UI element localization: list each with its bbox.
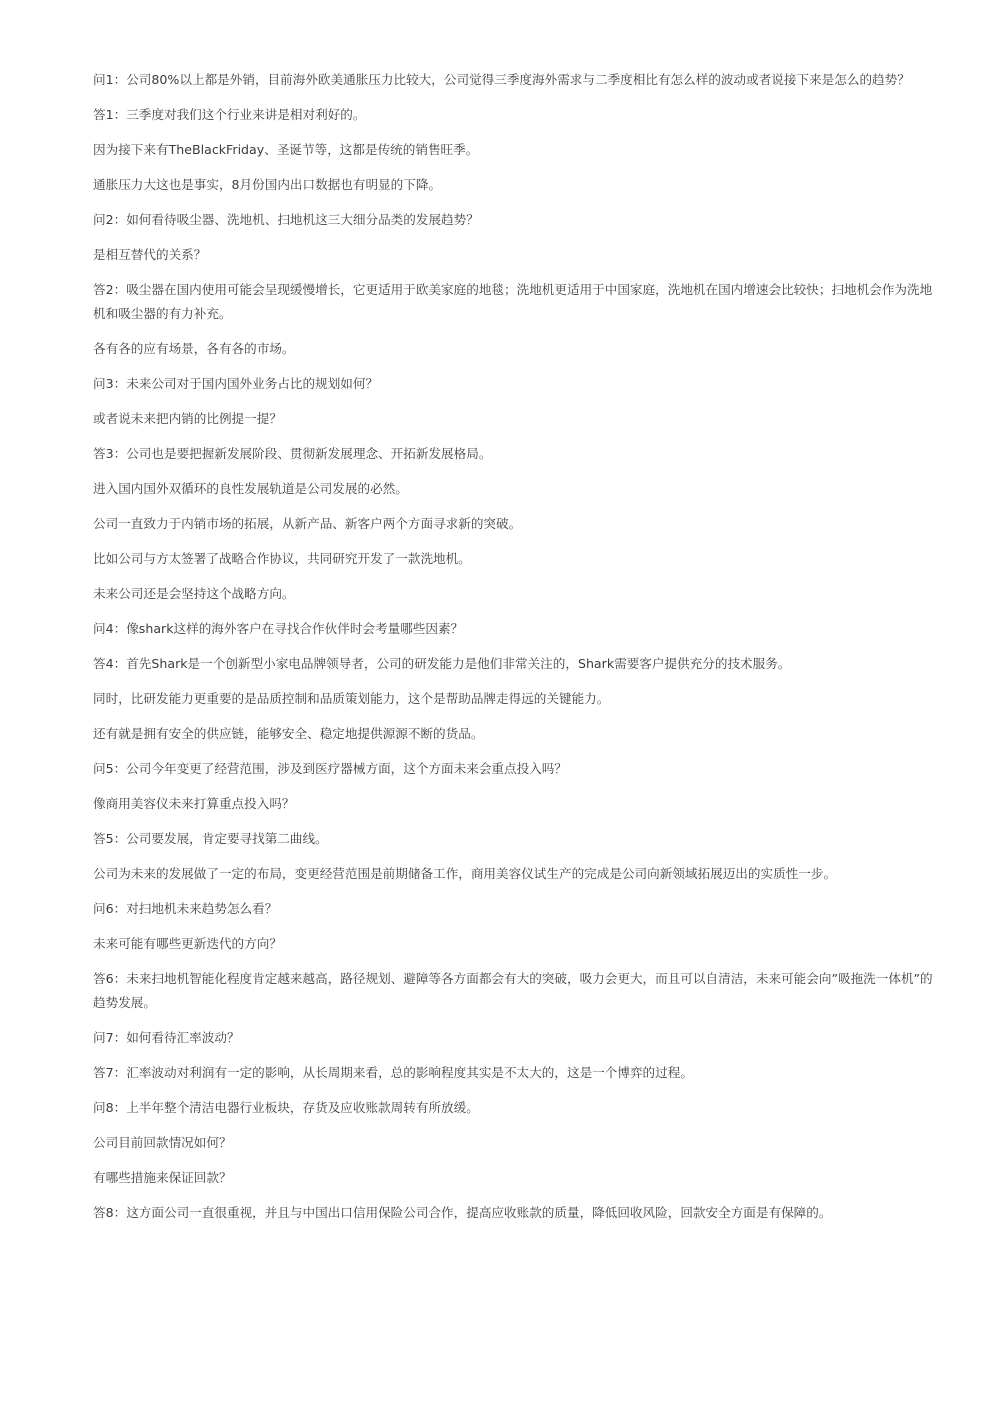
- question-6-line-2: 未来可能有哪些更新迭代的方向？: [93, 936, 282, 951]
- answer-3-line-4: 比如公司与方太签署了战略合作协议，共同研究开发了一款洗地机。: [93, 551, 471, 566]
- qa-transcript: [93, 68, 939, 1236]
- answer-5: 答5：公司要发展，肯定要寻找第二曲线。: [93, 831, 328, 846]
- answer-2: 答2：吸尘器在国内使用可能会呈现缓慢增长，它更适用于欧美家庭的地毯；洗地机更适用于中国家庭，洗地机在国内增速会比较快；扫地机会作为洗地机和吸尘器的有力补充。: [93, 282, 933, 321]
- question-8-line-2: 公司目前回款情况如何？: [93, 1135, 232, 1150]
- answer-6: 答6：未来扫地机智能化程度肯定越来越高，路径规划、避障等各方面都会有大的突破，吸力会更大，而且可以自清洁，未来可能会向”吸拖洗一体机”的趋势发展。: [93, 971, 933, 1010]
- question-8: 问8：上半年整个清洁电器行业板块，存货及应收账款周转有所放缓。: [93, 1100, 479, 1115]
- answer-4-line-3: 还有就是拥有安全的供应链，能够安全、稳定地提供源源不断的货品。: [93, 726, 484, 741]
- answer-5-line-2: 公司为未来的发展做了一定的布局，变更经营范围是前期储备工作，商用美容仪试生产的完成是公司向新领域拓展迈出的实质性一步。: [93, 866, 837, 881]
- question-7: 问7：如何看待汇率波动？: [93, 1030, 240, 1045]
- question-4: 问4：像shark这样的海外客户在寻找合作伙伴时会考量哪些因素？: [93, 621, 464, 636]
- answer-3: 答3：公司也是要把握新发展阶段、贯彻新发展理念、开拓新发展格局。: [93, 446, 492, 461]
- answer-1-line-2: 因为接下来有TheBlackFriday、圣诞节等，这都是传统的销售旺季。: [93, 142, 479, 157]
- question-5-line-2: 像商用美容仪未来打算重点投入吗？: [93, 796, 295, 811]
- question-3-line-2: 或者说未来把内销的比例提一提？: [93, 411, 282, 426]
- answer-3-line-3: 公司一直致力于内销市场的拓展，从新产品、新客户两个方面寻求新的突破。: [93, 516, 522, 531]
- question-2-line-2: 是相互替代的关系？: [93, 247, 207, 262]
- question-3: 问3：未来公司对于国内国外业务占比的规划如何？: [93, 376, 379, 391]
- question-2: 问2：如何看待吸尘器、洗地机、扫地机这三大细分品类的发展趋势？: [93, 212, 479, 227]
- answer-4: 答4：首先Shark是一个创新型小家电品牌领导者，公司的研发能力是他们非常关注的，Shark需要客户提供充分的技术服务。: [93, 656, 791, 671]
- answer-1: 答1：三季度对我们这个行业来讲是相对利好的。: [93, 107, 366, 122]
- answer-3-line-2: 进入国内国外双循环的良性发展轨道是公司发展的必然。: [93, 481, 408, 496]
- question-6: 问6：对扫地机未来趋势怎么看？: [93, 901, 278, 916]
- question-1: 问1：公司80%以上都是外销，目前海外欧美通胀压力比较大，公司觉得三季度海外需求与二季度相比有怎么样的波动或者说接下来是怎么的趋势？: [93, 72, 910, 87]
- answer-1-line-3: 通胀压力大这也是事实，8月份国内出口数据也有明显的下降。: [93, 177, 442, 192]
- question-8-line-3: 有哪些措施来保证回款？: [93, 1170, 232, 1185]
- answer-4-line-2: 同时，比研发能力更重要的是品质控制和品质策划能力，这个是帮助品牌走得远的关键能力。: [93, 691, 610, 706]
- question-5: 问5：公司今年变更了经营范围，涉及到医疗器械方面，这个方面未来会重点投入吗？: [93, 761, 567, 776]
- answer-8: 答8：这方面公司一直很重视，并且与中国出口信用保险公司合作，提高应收账款的质量，降低回收风险，回款安全方面是有保障的。: [93, 1205, 832, 1220]
- answer-3-line-5: 未来公司还是会坚持这个战略方向。: [93, 586, 295, 601]
- answer-7: 答7：汇率波动对利润有一定的影响，从长周期来看，总的影响程度其实是不太大的，这是一个博弈的过程。: [93, 1065, 693, 1080]
- answer-2-line-2: 各有各的应有场景，各有各的市场。: [93, 341, 295, 356]
